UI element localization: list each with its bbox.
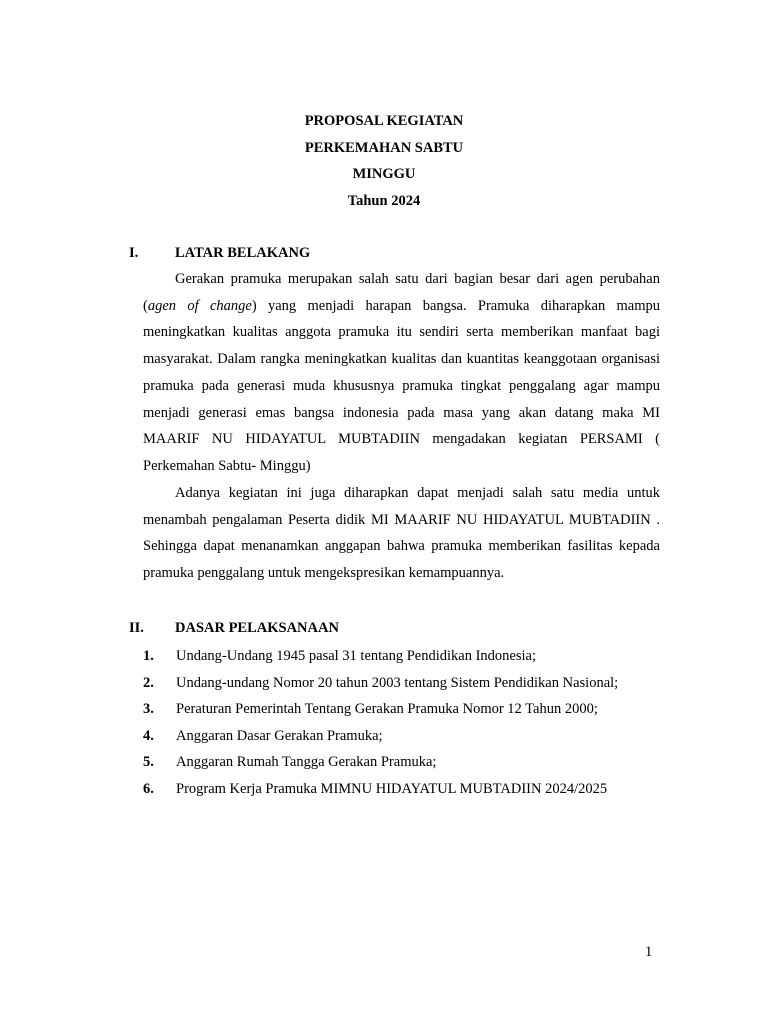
title-line-4: Tahun 2024 — [347, 192, 421, 209]
paragraph-italic-term: agen of change — [147, 297, 252, 314]
list-item-number: 5. — [143, 754, 154, 771]
paragraph-latar-belakang-2: Adanya kegiatan ini juga diharapkan dapat menjadi salah satu media untuk menambah pengalaman Peserta didik MI MAARIF NU HIDAYATUL MUBTADIIN . Sehingga dapat menanamkan anggapan bahwa pramuka memberikan fasilitas kepada pramuka penggalang untuk mengekspresikan kemampuannya. — [143, 485, 660, 582]
paragraph-latar-belakang-1 — [143, 266, 660, 480]
list-item — [143, 643, 618, 670]
section-number: I. — [129, 245, 139, 261]
paragraph-text: ) yang menjadi harapan bangsa. Pramuka diharapkan mampu meningkatkan kualitas anggota pramuka itu sendiri serta memberikan manfaat bagi masyarakat. Dalam rangka meningkatkan kualitas dan kuantitas keanggotaan organisasi pramuka pada generasi muda khususnya pramuka tingkat penggalang agar mampu menjadi generasi emas bangsa indonesia pada masa yang akan datang maka MI MAARIF NU HIDAYATUL MUBTADIIN mengadakan kegiatan PERSAMI ( Perkemahan Sabtu- Minggu) — [143, 297, 660, 474]
title-line-3: MINGGU — [352, 166, 416, 182]
list-item-text: Anggaran Dasar Gerakan Pramuka; — [176, 727, 383, 744]
section-heading-dasar-pelaksanaan — [129, 618, 339, 638]
list-item-number: 1. — [143, 648, 154, 664]
title-line-1: PROPOSAL KEGIATAN — [304, 113, 464, 129]
list-item-number: 6. — [143, 780, 154, 797]
title-line-2: PERKEMAHAN SABTU — [304, 139, 464, 156]
list-item-text: Undang-Undang 1945 pasal 31 tentang Pendidikan Indonesia; — [176, 648, 537, 664]
list-item-text: Program Kerja Pramuka MIMNU HIDAYATUL MUBTADIIN 2024/2025 — [176, 780, 608, 797]
list-item-text: Anggaran Rumah Tangga Gerakan Pramuka; — [176, 754, 437, 771]
list-item — [143, 696, 618, 723]
dasar-pelaksanaan-list — [143, 643, 618, 803]
section-title: LATAR BELAKANG — [175, 245, 311, 261]
section-title: DASAR PELAKSANAAN — [175, 620, 339, 636]
section-number: II. — [129, 620, 144, 636]
list-item-text: Undang-undang Nomor 20 tahun 2003 tentang Sistem Pendidikan Nasional; — [176, 674, 619, 691]
list-item-text: Peraturan Pemerintah Tentang Gerakan Pramuka Nomor 12 Tahun 2000; — [176, 701, 598, 718]
paragraph-text: Gerakan pramuka merupakan salah satu dari bagian besar dari agen perubahan ( — [143, 271, 660, 314]
list-item — [143, 749, 618, 776]
list-item-number: 2. — [143, 674, 154, 691]
document-title — [0, 108, 768, 214]
list-item-number: 3. — [143, 701, 154, 718]
list-item — [143, 723, 618, 750]
list-item — [143, 670, 618, 697]
list-item-number: 4. — [143, 727, 154, 744]
page-number: 1 — [645, 944, 653, 960]
list-item — [143, 776, 618, 803]
section-heading-latar-belakang — [129, 243, 310, 263]
